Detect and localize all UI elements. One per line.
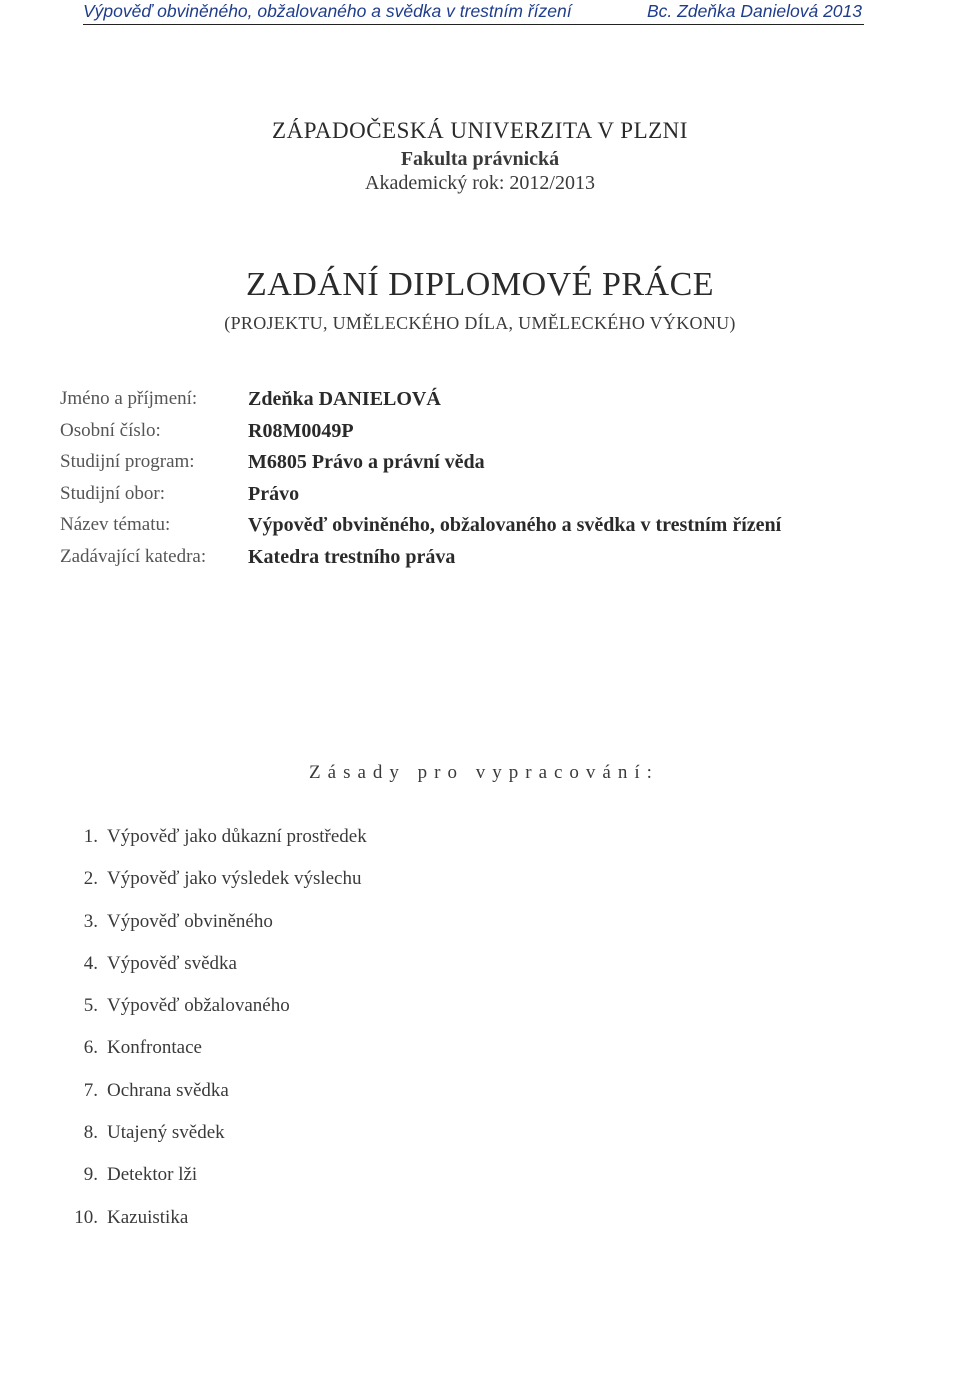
faculty-name: Fakulta právnická xyxy=(400,148,560,170)
document-subtitle: (PROJEKTU, UMĚLECKÉHO DÍLA, UMĚLECKÉHO VÝKONU) xyxy=(224,313,736,333)
header-thesis-title: Výpověď obviněného, obžalovaného a svědka v trestním řízení xyxy=(83,1,572,21)
list-item-text: Konfrontace xyxy=(107,1037,202,1059)
list-item-text: Výpověď jako výsledek výslechu xyxy=(107,868,362,890)
principles-list xyxy=(66,826,367,1249)
info-label: Jméno a příjmení: xyxy=(60,388,198,409)
header-author-year: Bc. Zdeňka Danielová 2013 xyxy=(647,1,862,21)
academic-year: Akademický rok: 2012/2013 xyxy=(365,172,595,194)
list-item xyxy=(66,1207,367,1249)
list-item xyxy=(66,1037,367,1079)
list-item-number: 8. xyxy=(83,1122,98,1144)
list-item xyxy=(66,995,367,1037)
list-item-text: Detektor lži xyxy=(107,1164,198,1186)
info-value: Katedra trestního práva xyxy=(248,545,456,568)
document-title: ZADÁNÍ DIPLOMOVÉ PRÁCE xyxy=(245,266,715,303)
info-label: Studijní program: xyxy=(60,451,195,472)
list-item-text: Kazuistika xyxy=(107,1206,189,1228)
list-item-text: Utajený svědek xyxy=(107,1122,225,1144)
list-item xyxy=(66,953,367,995)
list-item-text: Výpověď obžalovaného xyxy=(107,995,290,1017)
list-item-text: Výpověď svědka xyxy=(107,952,237,974)
info-label: Osobní číslo: xyxy=(60,419,161,441)
university-name: ZÁPADOČESKÁ UNIVERZITA V PLZNI xyxy=(272,118,688,143)
list-item-text: Výpověď obviněného xyxy=(107,910,273,932)
principles-heading: Zásady pro vypracování: xyxy=(309,762,659,783)
list-item-number: 1. xyxy=(83,826,98,847)
list-item xyxy=(66,1122,367,1164)
list-item xyxy=(66,868,367,910)
list-item-number: 3. xyxy=(83,910,98,932)
list-item xyxy=(66,1080,367,1122)
list-item-text: Ochrana svědka xyxy=(107,1079,229,1101)
list-item-number: 4. xyxy=(83,952,98,974)
header-divider xyxy=(83,24,864,25)
info-value: M6805 Právo a právní věda xyxy=(248,451,485,473)
list-item-number: 10. xyxy=(74,1206,98,1228)
list-item-number: 2. xyxy=(83,868,98,890)
info-label: Studijní obor: xyxy=(60,482,166,504)
list-item-number: 6. xyxy=(83,1037,98,1059)
page-header xyxy=(0,0,960,26)
list-item-number: 7. xyxy=(83,1079,98,1101)
list-item xyxy=(66,826,367,868)
info-value: Výpověď obviněného, obžalovaného a svědka v trestním řízení xyxy=(248,514,782,536)
info-label: Zadávající katedra: xyxy=(60,545,207,567)
list-item xyxy=(66,911,367,953)
info-label: Název tématu: xyxy=(60,514,171,535)
info-value: Právo xyxy=(248,482,300,505)
info-value: Zdeňka DANIELOVÁ xyxy=(248,388,441,410)
list-item xyxy=(66,1164,367,1206)
info-value: R08M0049P xyxy=(248,419,354,442)
list-item-number: 5. xyxy=(83,995,98,1017)
list-item-number: 9. xyxy=(83,1164,98,1186)
list-item-text: Výpověď jako důkazní prostředek xyxy=(107,826,367,847)
